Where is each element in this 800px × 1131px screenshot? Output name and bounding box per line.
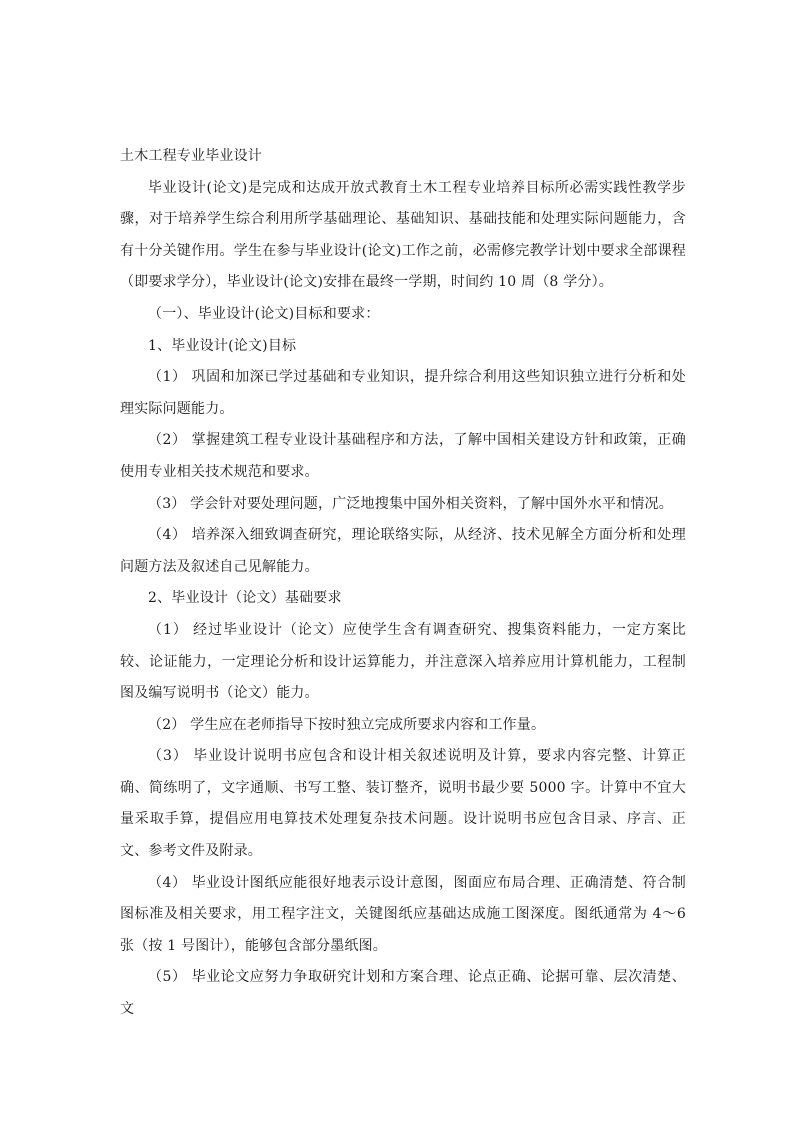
- list-item: （2） 掌握建筑工程专业设计基础程序和方法，了解中国相关建设方针和政策，正确使用专业相关技术规范和要求。: [120, 432, 686, 480]
- list-item: （4） 毕业设计图纸应能很好地表示设计意图，图面应布局合理、正确清楚、符合制图标准及相关要求，用工程字注文，关键图纸应基础达成施工图深度。图纸通常为 4～6 张（按 1 号图计），能够包含部分墨纸图。: [120, 874, 686, 954]
- subsection-heading: 2、毕业设计（论文）基础要求: [148, 590, 342, 607]
- section-heading: （一）、毕业设计(论文)目标和要求：: [148, 305, 380, 322]
- document-body: [120, 141, 686, 1026]
- document-title: 土木工程专业毕业设计: [120, 148, 262, 164]
- subsection-heading: 1、毕业设计(论文)目标: [148, 337, 297, 354]
- list-item: （5） 毕业论文应努力争取研究计划和方案合理、论点正确、论据可靠、层次清楚、文: [120, 969, 686, 1018]
- list-item: （3） 毕业设计说明书应包含和设计相关叙述说明及计算，要求内容完整、计算正确、简练明了，文字通顺、书写工整、装订整齐，说明书最少要 5000 字。计算中不宜大量采取手算，提倡应用电算技术处理复杂技术问题。设计说明书应包含目录、序言、正文、参考文件及附录。: [120, 748, 686, 860]
- list-item: （2） 学生应在老师指导下按时独立完成所要求内容和工作量。: [148, 716, 546, 733]
- list-item: （1） 经过毕业设计（论文）应使学生含有调查研究、搜集资料能力，一定方案比较、论证能力，一定理论分析和设计运算能力，并注意深入培养应用计算机能力，工程制图及编写说明书（论文）能力。: [120, 621, 686, 702]
- list-item: （1） 巩固和加深已学过基础和专业知识，提升综合利用这些知识独立进行分析和处理实际问题能力。: [120, 369, 686, 417]
- intro-paragraph: 毕业设计(论文)是完成和达成开放式教育土木工程专业培养目标所必需实践性教学步骤，对于培养学生综合利用所学基础理论、基础知识、基础技能和处理实际问题能力，含有十分关键作用。学生在参与毕业设计(论文)工作之前，必需修完教学计划中要求全部课程（即要求学分），毕业设计(论文)安排在最终一学期，时间约 10 周（8 学分）。: [120, 179, 686, 291]
- list-item: （3） 学会针对要处理问题，广泛地搜集中国外相关资料，了解中国外水平和情况。: [148, 495, 673, 512]
- list-item: （4） 培养深入细致调查研究，理论联络实际，从经济、技术见解全方面分析和处理问题方法及叙述自己见解能力。: [120, 527, 686, 575]
